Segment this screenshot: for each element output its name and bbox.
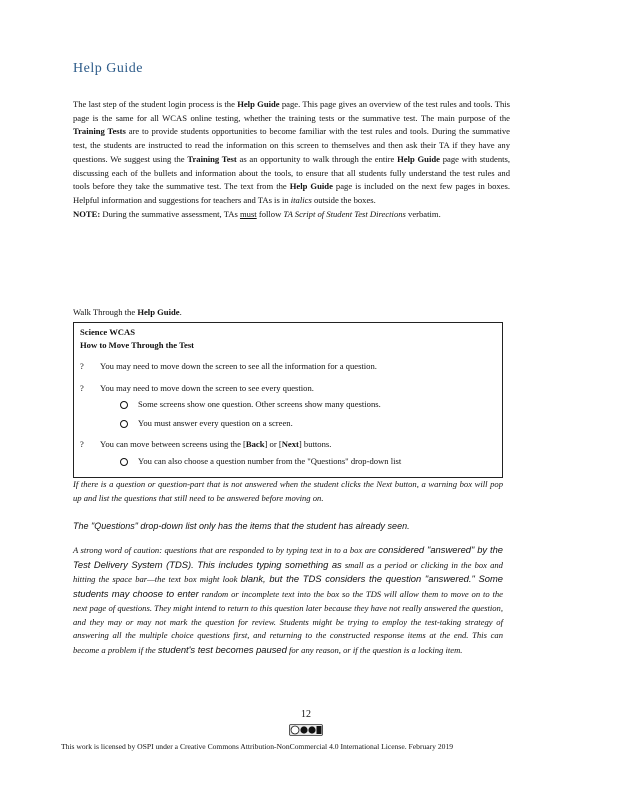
box-heading-move: How to Move Through the Test: [80, 340, 195, 350]
circle-bullet-icon: [120, 401, 128, 409]
note-text: During the summative assessment, TAs: [100, 208, 240, 219]
note-label: NOTE:: [73, 208, 101, 219]
training-tests-term: Training Tests: [73, 126, 126, 137]
circle-bullet-icon: [120, 458, 128, 466]
sub-bullet-text: You must answer every question on a screen.: [138, 418, 293, 428]
intro-text: page. This page gives an overview of the test rules and tools. This page is the same for all WCAS online testing, whether the training tests or the summative test. The main purpose of the: [73, 99, 510, 123]
next-label: Next: [281, 439, 299, 449]
intro-text: The last step of the student login process is the: [73, 99, 238, 109]
creative-commons-license-icon: [289, 724, 323, 736]
sub-bullet-item: [120, 418, 293, 428]
bullet-icon: ?: [80, 439, 84, 449]
bullet-text: You may need to move down the screen to see every question.: [100, 383, 314, 393]
training-test-term: Training Test: [187, 153, 237, 164]
box-heading: [80, 326, 194, 352]
caution-text-sans: blank, but the TDS considers the question "answered." Some students may choose to enter: [73, 573, 503, 600]
must-word: must: [239, 208, 257, 219]
bullet-item: [80, 439, 331, 449]
intro-text: as an opportunity to walk through the entire: [236, 153, 398, 164]
bullet-item: [80, 383, 314, 393]
bullet-text: ] buttons.: [298, 439, 332, 449]
guidance-paragraph-1: If there is a question or question-part that is not answered when the student clicks the Next button, a warning box will pop up and list the questions that still need to be answered before moving on.: [73, 479, 503, 503]
caution-text: small as a period or clicking in the box and hitting the space bar—the text box might look: [73, 559, 503, 585]
bullet-icon: ?: [80, 383, 84, 393]
walkthrough-prefix: Walk Through the: [73, 307, 138, 317]
note-text: follow: [256, 208, 284, 219]
intro-text: outside the boxes.: [311, 194, 376, 205]
ta-script-title: TA Script of Student Test Directions: [283, 208, 406, 219]
intro-text: are to provide students opportunities to become familiar with the test rules and tools. During the summative test, the students are instructed to read the information on this screen to themselves and then ask their TA if they have any questions. We suggest using the: [73, 126, 510, 164]
circle-bullet-icon: [120, 420, 128, 428]
walkthrough-suffix: .: [179, 307, 182, 317]
intro-text: page is included on the next few pages in boxes. Helpful information and suggestions for teachers and TAs is in: [73, 181, 510, 205]
sub-bullet-text: You can also choose a question number from the "Questions" drop-down list: [138, 456, 402, 466]
caution-text: random or incomplete text into the box so the TDS will allow them to move on to the next page of questions. They might intend to return to this question later because they have not really answered the question, and they may or may not mark the question for review. Students might be trying to employ the test-taking strategy of answering all the multiple choice questions first, and returning to the constructed response items at the end. This can become a problem if the: [73, 589, 503, 655]
walkthrough-help-guide: Help Guide: [137, 307, 180, 317]
page-title: Help Guide: [73, 61, 143, 76]
sub-bullet-item: [120, 399, 381, 409]
intro-paragraph: [73, 98, 510, 221]
caution-text-sans: student's test becomes paused: [157, 643, 287, 655]
help-guide-term: Help Guide: [237, 99, 280, 109]
box-heading-science: Science WCAS: [80, 327, 135, 337]
back-label: Back: [245, 439, 265, 449]
caution-text: for any reason, or if the question is a locking item.: [286, 644, 463, 655]
walkthrough-heading: [73, 307, 182, 317]
sub-bullet-item: [120, 456, 401, 466]
note-text: verbatim.: [405, 208, 441, 219]
caution-text: A strong word of caution: questions that are responded to by typing text in to a box are: [73, 545, 379, 555]
bullet-text: You may need to move down the screen to see all the information for a question.: [100, 361, 377, 371]
guidance-paragraph-2: The "Questions" drop-down list only has the items that the student has already seen.: [73, 521, 410, 531]
help-guide-box: [73, 322, 503, 478]
caution-text-sans: considered "answered" by the Test Delivery System (TDS). This includes typing something as: [73, 544, 504, 570]
bullet-item: [80, 361, 377, 371]
help-guide-term: Help Guide: [397, 153, 440, 164]
bullet-text: ] or [: [264, 439, 282, 449]
bullet-text: You can move between screens using the [: [100, 439, 246, 449]
guidance-paragraph-3: [73, 543, 503, 658]
page-number: 12: [301, 709, 311, 720]
italics-word: italics: [290, 194, 312, 205]
intro-text: page with students, discussing each of the bullets and information about the tools, to ensure that all students fully understand the test rules and tools before they take the summative test. The text from the: [73, 153, 511, 192]
help-guide-term: Help Guide: [289, 181, 333, 192]
license-footer: This work is licensed by OSPI under a Creative Commons Attribution-NonCommercial 4.0 International License. February 2019: [61, 742, 454, 751]
bullet-icon: ?: [80, 361, 84, 371]
sub-bullet-text: Some screens show one question. Other screens show many questions.: [138, 399, 381, 409]
